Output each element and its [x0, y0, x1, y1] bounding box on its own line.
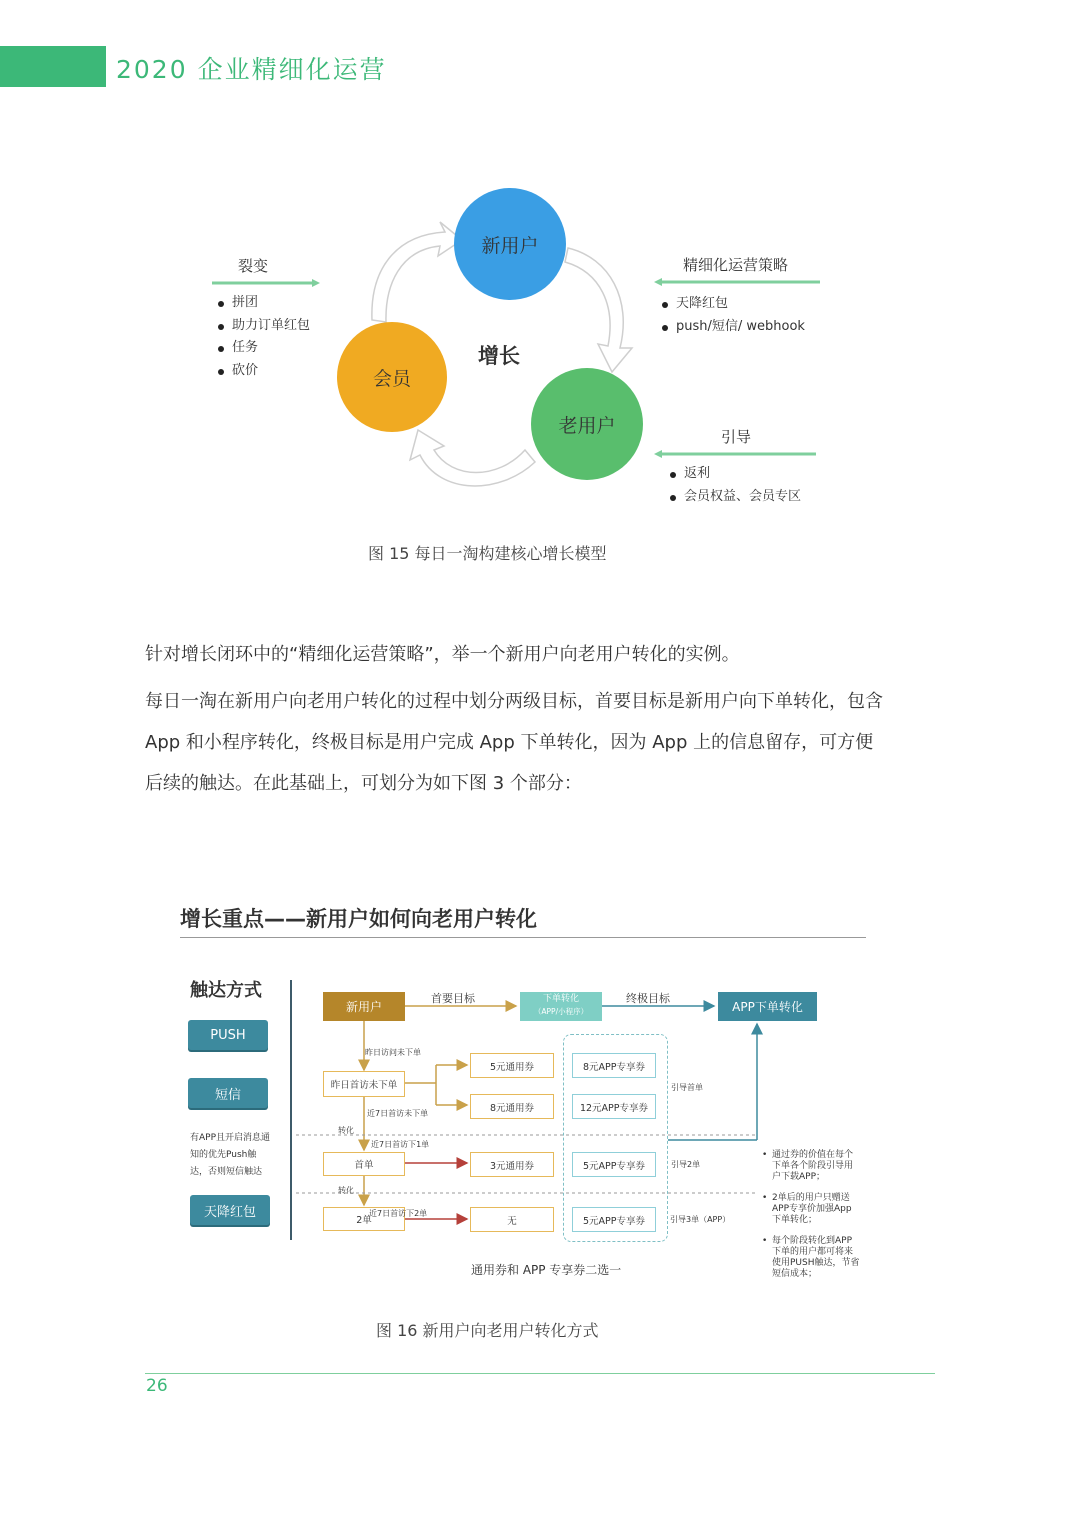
- first-order-node: 首单: [323, 1152, 405, 1176]
- member-circle: 会员: [337, 322, 447, 432]
- list-item: 天降红包: [660, 293, 805, 316]
- page-number: 26: [146, 1376, 168, 1396]
- note-item: • 2单后的用户只赠送APP专享价加强App下单转化；: [762, 1193, 852, 1225]
- app-coupon-5a-node: 5元APP专享券: [572, 1152, 656, 1177]
- final-goal-label: 终极目标: [626, 992, 670, 1005]
- redpacket-tag: 天降红包: [190, 1195, 270, 1225]
- app-order-node: APP下单转化: [718, 992, 817, 1021]
- choose-one-label: 通用券和 APP 专享券二选一: [471, 1263, 622, 1277]
- note-item: • 通过券的价值在每个下单各个阶段引导用户下载APP；: [762, 1150, 854, 1182]
- old-user-circle: 老用户: [531, 368, 643, 480]
- app-coupon-5b-node: 5元APP专享券: [572, 1207, 656, 1232]
- coupon-3-node: 3元通用券: [470, 1152, 554, 1177]
- list-item: 返利: [668, 463, 801, 486]
- list-item: 会员权益、会员专区: [668, 486, 801, 509]
- guide-first-label: 引导首单: [671, 1083, 703, 1092]
- app-coupon-12-node: 12元APP专享券: [572, 1094, 656, 1119]
- note-item: • 每个阶段转化到APP下单的用户都可将来使用PUSH触达，节省短信成本；: [762, 1236, 860, 1279]
- notes-list: [760, 1150, 860, 1280]
- sms-tag: 短信: [188, 1078, 268, 1108]
- primary-goal-label: 首要目标: [431, 992, 475, 1005]
- new-user-circle: 新用户: [454, 188, 566, 300]
- list-item: 拼团: [216, 292, 310, 315]
- recent7-two-label: 近7日首访下2单: [369, 1209, 428, 1218]
- footer-rule: [145, 1373, 935, 1374]
- strategy-title: 精细化运营策略: [683, 256, 789, 274]
- push-tag: PUSH: [188, 1020, 268, 1050]
- order-conversion-sub: （APP/小程序）: [533, 1007, 589, 1016]
- convert-label-1: 转化: [338, 1126, 354, 1135]
- order-conversion-label: 下单转化: [542, 994, 579, 1004]
- yesterday-visit-label: 昨日访问未下单: [365, 1048, 421, 1057]
- header-title: 2020 企业精细化运营: [116, 55, 387, 84]
- figure16-title: 增长重点——新用户如何向老用户转化: [180, 907, 537, 931]
- coupon-8-node: 8元通用券: [470, 1094, 554, 1119]
- recent7-noorder-label: 近7日首访未下单: [367, 1109, 429, 1118]
- guide-title: 引导: [721, 428, 752, 446]
- app-coupon-8-node: 8元APP专享券: [572, 1053, 656, 1078]
- list-item: 助力订单红包: [216, 315, 310, 338]
- growth-label: 增长: [478, 344, 520, 368]
- paragraph-2: 每日一淘在新用户向老用户转化的过程中划分两级目标，首要目标是新用户向下单转化，包含 App 和小程序转化，终极目标是用户完成 App 下单转化，因为 App 上的信息留存，可方便后续的触达。在此基础上，可划分为如下图 3 个部分：: [145, 691, 883, 794]
- yesterday-first-node: 昨日首访未下单: [323, 1071, 405, 1097]
- order-conversion-node: [520, 992, 602, 1021]
- recent7-one-label: 近7日首访下1单: [371, 1140, 430, 1149]
- figure16-caption: 图 16 新用户向老用户转化方式: [376, 1321, 599, 1340]
- figure15-caption: 图 15 每日一淘构建核心增长模型: [368, 544, 607, 563]
- convert-label-2: 转化: [338, 1186, 354, 1195]
- coupon-5-node: 5元通用券: [470, 1053, 554, 1078]
- new-user-node: 新用户: [323, 992, 405, 1021]
- second-order-node: 2单: [323, 1207, 405, 1231]
- fission-title: 裂变: [238, 257, 269, 275]
- guide-second-label: 引导2单: [671, 1160, 701, 1169]
- reach-methods-title: 触达方式: [190, 980, 262, 1001]
- none-node: 无: [470, 1207, 554, 1232]
- reach-note: 有APP且开启消息通知的优先Push触达，否则短信触达: [190, 1133, 271, 1177]
- list-item: 砍价: [216, 360, 310, 383]
- paragraph-1: 针对增长闭环中的“精细化运营策略”，举一个新用户向老用户转化的实例。: [145, 644, 740, 665]
- list-item: push/短信/ webhook: [660, 316, 805, 339]
- guide-third-label: 引导3单（APP）: [670, 1215, 731, 1224]
- list-item: 任务: [216, 337, 310, 360]
